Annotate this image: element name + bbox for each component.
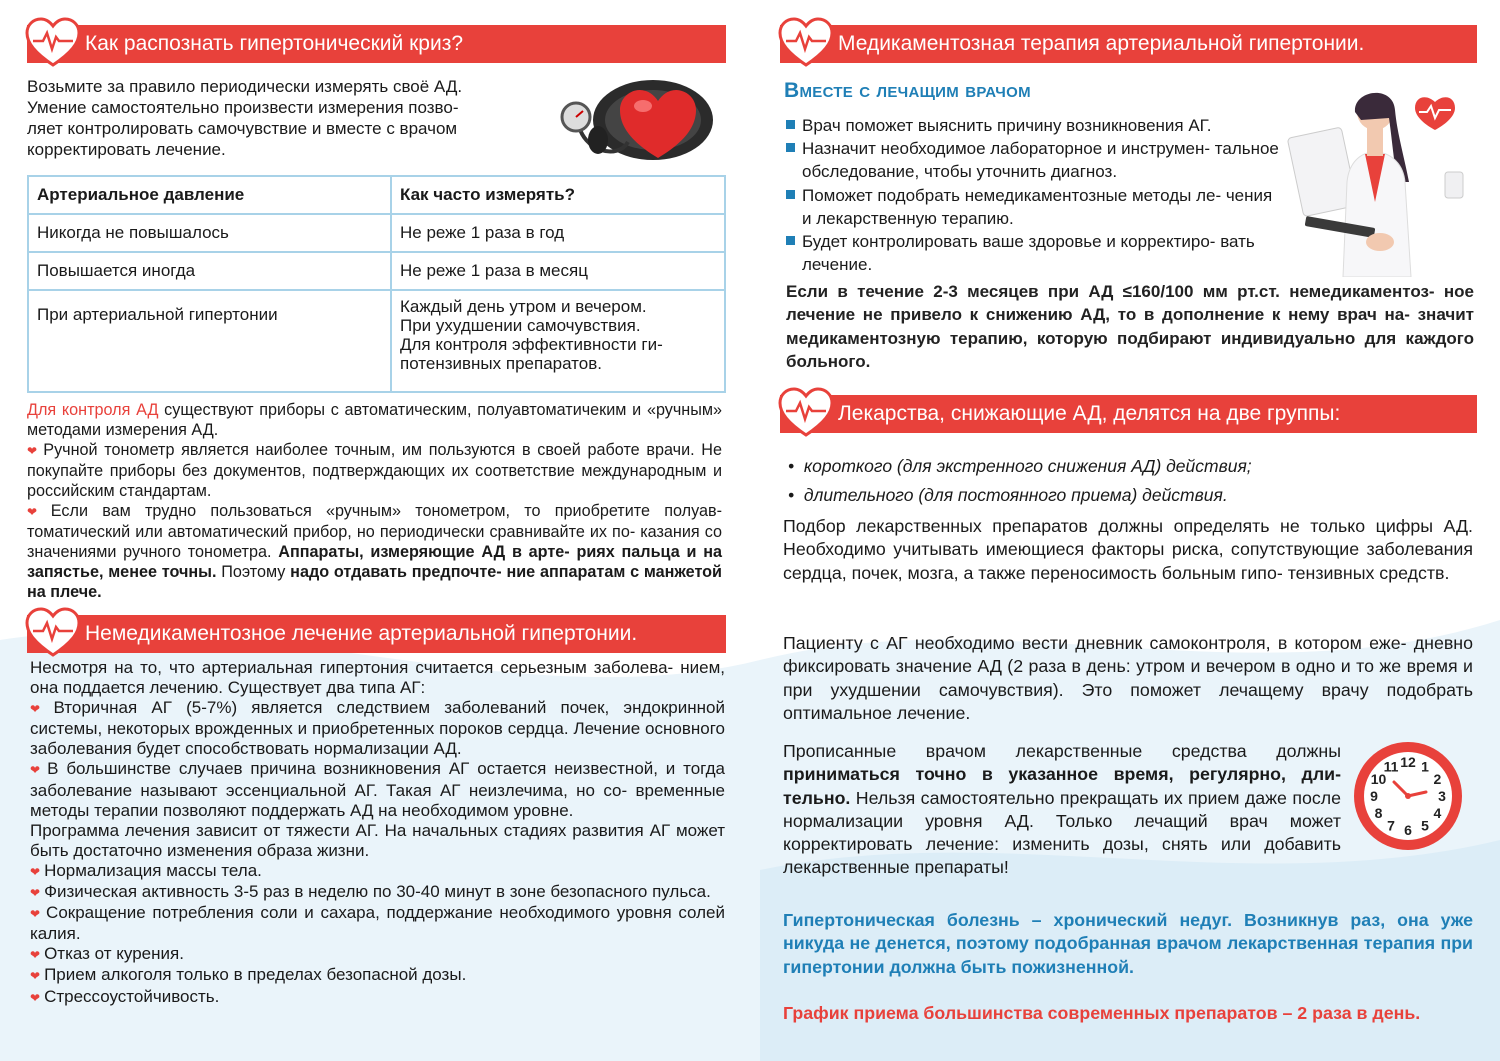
groups-list xyxy=(788,452,1468,510)
heart-bullet-icon: ❤ xyxy=(27,444,40,458)
heart-bullet-icon: ❤ xyxy=(30,763,44,778)
measurement-table xyxy=(27,175,726,393)
table-cell: Не реже 1 раза в месяц xyxy=(391,252,725,290)
heart-pulse-icon xyxy=(25,17,81,69)
heart-bullet-icon: ❤ xyxy=(30,864,41,879)
chronic-note: Гипертоническая болезнь – хронический недуг. Возникнув раз, она уже никуда не денется, поэтому подобранная врачом лекарственная терапия при гипертонии должна быть пожизненной. xyxy=(783,910,1473,977)
clock-number: 11 xyxy=(1383,758,1399,775)
table-header: Как часто измерять? xyxy=(391,176,725,214)
control-lead: Для контроля АД xyxy=(27,401,159,419)
list-item: Поможет подобрать немедикаментозные методы ле- чения и лекарственную терапию. xyxy=(784,184,1284,230)
list-item: ❤ Сокращение потребления соли и сахара, поддержание необходимого уровня солей калия. xyxy=(30,903,725,944)
list-item: • длительного (для постоянного приема) действия. xyxy=(788,485,1228,505)
list-item: Будет контролировать ваше здоровье и корректиро- вать лечение. xyxy=(784,230,1284,276)
clock-number: 12 xyxy=(1400,754,1416,770)
list-item: ❤ Отказ от курения. xyxy=(30,944,184,964)
clock-number: 6 xyxy=(1404,822,1412,838)
nondrug-text: Несмотря на то, что артериальная гипертония считается серьезным заболева- нием, она поддается лечению. Существует два типа АГ: ❤ Вторичная АГ (5-7%) является следствием заболеваний почек, эндокринной системы, некоторых врожденных и приобретенных пороков сердца. Лечение основного заболевания будет способствовать нормализации АД. ❤ В большинстве случаев причина возникновения АГ остается неизвестной, и тогда заболевание называют эссенциальной АГ. Такая АГ неизлечима, но со- временные методы терапии позволяют поддержать АД на необходимом уровне. Программа лечения зависит от тяжести АГ. На начальных стадиях развития АГ может быть достаточно изменения образа жизни. ❤ Нормализация массы тела. ❤ Физическая активность 3-5 раз в неделю по 30-40 минут в зоне безопасного пульса. ❤ Сокращение потребления соли и сахара, поддержание необходимого уровня солей калия. ❤ Отказ от курения. ❤ Прием алкоголя только в пределах безопасной дозы. ❤ Стрессоустойчивость. xyxy=(30,658,725,1008)
clock-number: 4 xyxy=(1433,805,1442,821)
list-item: Врач поможет выяснить причину возникновения АГ. xyxy=(784,114,1284,137)
clock-number: 9 xyxy=(1370,788,1378,804)
clock-number: 3 xyxy=(1438,788,1446,804)
table-cell: Каждый день утром и вечером. При ухудшении самочувствия. Для контроля эффективности ги- потензивных препаратов. xyxy=(391,290,725,392)
clock-number: 10 xyxy=(1370,771,1387,787)
heart-pulse-icon xyxy=(778,17,834,69)
groups-header xyxy=(780,395,1477,433)
heart-bullet-icon: ❤ xyxy=(30,990,41,1005)
list-item: Назначит необходимое лабораторное и инструмен- тальное обследование, чтобы уточнить диагноз. xyxy=(784,137,1284,183)
table-row xyxy=(28,252,725,290)
heart-pulse-icon xyxy=(778,387,834,439)
clock-number: 5 xyxy=(1421,817,1429,834)
crisis-header xyxy=(27,25,726,63)
groups-para2: Пациенту с АГ необходимо вести дневник самоконтроля, в котором еже- дневно фиксировать значение АД (2 раза в день: утром и вечером в одно и то же время и при ухудшении самочувствия). Это поможет лечащему врачу подобрать оптимальное лечение. xyxy=(783,633,1473,723)
schedule-note: График приема большинства современных препаратов – 2 раза в день. xyxy=(783,1003,1421,1023)
heart-pulse-icon xyxy=(25,607,81,659)
heart-bullet-icon: ❤ xyxy=(30,948,41,963)
drug-note: Если в течение 2-3 месяцев при АД ≤160/100 мм рт.ст. немедикаментоз- ное лечение не привело к снижению АД, то в дополнение к нему врач на- значит медикаментозную терапию, которую подбирают индивидуально для каждого больного. xyxy=(786,282,1474,371)
clock-number: 8 xyxy=(1374,805,1383,821)
table-cell: Повышается иногда xyxy=(28,252,391,290)
crisis-intro: Возьмите за правило периодически измерять своё АД. Умение самостоятельно произвести измерения позво- ляет контролировать самочувствие и вместе с врачом корректировать лечение. xyxy=(27,77,463,159)
groups-title: Лекарства, снижающие АД, делятся на две группы: xyxy=(838,402,1341,425)
doctor-subtitle: Вместе с лечащим врачом xyxy=(784,79,1031,102)
tonometer-heart-illustration xyxy=(558,62,718,172)
list-item: ❤ Нормализация массы тела. xyxy=(30,860,262,880)
heart-bullet-icon: ❤ xyxy=(27,505,47,519)
clock-number: 1 xyxy=(1421,758,1429,775)
heart-bullet-icon: ❤ xyxy=(30,969,41,984)
table-cell: Не реже 1 раза в год xyxy=(391,214,725,252)
list-item: ❤ Стрессоустойчивость. xyxy=(30,986,220,1006)
nondrug-header xyxy=(27,615,726,653)
clock-number: 7 xyxy=(1387,817,1395,834)
list-item: • короткого (для экстренного снижения АД) действия; xyxy=(788,456,1252,476)
table-row xyxy=(28,214,725,252)
control-devices-text: Для контроля АД существуют приборы с автоматическим, полуавтоматичеким и «ручным» методами измерения АД. ❤ Ручной тонометр является наиболее точным, им пользуются в своей работе врачи. Не покупайте приборы без документов, подтверждающих их соответствие международным и российским стандартам. ❤ Если вам трудно пользоваться «ручным» тонометром, то приобретите полуав- томатический или автоматический прибор, но периодически сравнивайте их по- казания со значениями ручного тонометра. Аппараты, измеряющие АД в арте- риях пальца и на запястье, менее точны. Поэтому надо отдавать предпочте- ние аппаратам с манжетой на плече. xyxy=(27,401,722,601)
list-item: ❤ Физическая активность 3-5 раз в неделю по 30-40 минут в зоне безопасного пульса. xyxy=(30,882,711,902)
table-header: Артериальное давление xyxy=(28,176,391,214)
clock-icon xyxy=(1352,740,1464,852)
groups-para3: Прописанные врачом лекарственные средства должны приниматься точно в указанное время, регулярно, дли- тельно. Нельзя самостоятельно прекращать их прием даже после нормализации уровня АД. Только лечащий врач может корректировать лечение: изменить дозы, снять или добавить лекарственные препараты! xyxy=(783,741,1341,878)
doctor-help-list xyxy=(784,114,1284,276)
table-row xyxy=(28,290,725,392)
clock-number: 2 xyxy=(1433,771,1442,787)
groups-para1: Подбор лекарственных препаратов должны определять не только цифры АД. Необходимо учитывать имеющиеся факторы риска, сопутствующие заболевания сердца, почек, мозга, а также переносимость больным гипо- тензивных средств. xyxy=(783,516,1473,583)
table-cell: При артериальной гипертонии xyxy=(28,290,391,392)
table-cell: Никогда не повышалось xyxy=(28,214,391,252)
nondrug-title: Немедикаментозное лечение артериальной гипертонии. xyxy=(85,622,638,645)
drug-title: Медикаментозная терапия артериальной гипертонии. xyxy=(838,32,1365,55)
crisis-title: Как распознать гипертонический криз? xyxy=(85,32,463,55)
heart-bullet-icon: ❤ xyxy=(30,907,43,922)
heart-bullet-icon: ❤ xyxy=(30,886,41,901)
doctor-illustration xyxy=(1285,72,1480,277)
heart-bullet-icon: ❤ xyxy=(30,702,50,717)
table-header-row xyxy=(28,176,725,214)
drug-header xyxy=(780,25,1477,63)
list-item: ❤ Прием алкоголя только в пределах безопасной дозы. xyxy=(30,965,467,985)
